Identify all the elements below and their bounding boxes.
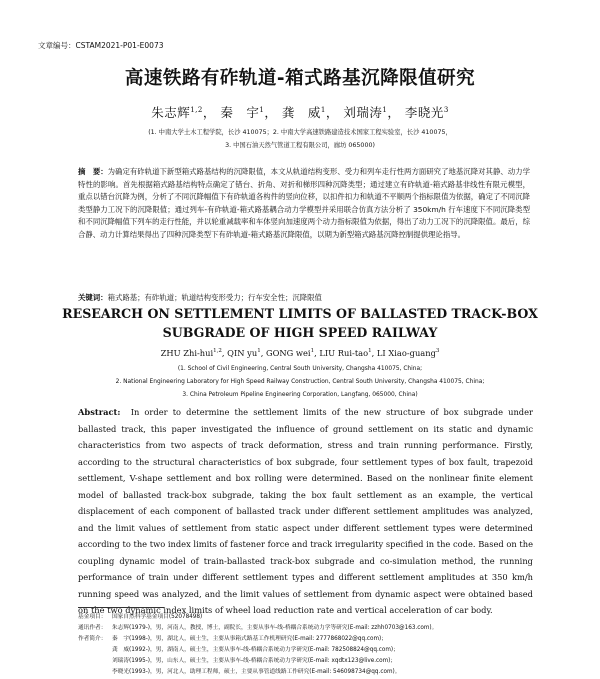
chinese-title: 高速铁路有砟轨道-箱式路基沉降限值研究 bbox=[124, 68, 476, 89]
english-abstract-label: Abstract: bbox=[78, 407, 121, 417]
chinese-keywords-text: 箱式路基；有砟轨道；轨道结构变形受力；行车安全性；沉降限值 bbox=[107, 293, 322, 302]
footnote-text: 朱志辉(1979-)，男，河南人，教授，博士，副院长，主要从事车-线-桥耦合系统动力学等研究(E-mail: zzhh0703@163.com)。 bbox=[112, 625, 438, 631]
author-affil-sup: 1 bbox=[257, 348, 261, 355]
footnote-rule bbox=[78, 607, 164, 608]
author-name: 李晓光 bbox=[404, 105, 444, 120]
author-name: 龚 威 bbox=[281, 105, 321, 120]
english-affiliation-line: 3. China Petroleum Pipeline Engineering Corporation, Langfang, 065000, China) bbox=[182, 392, 418, 398]
footnote-text: 龚 威(1992-)，男，湖南人，硕士生，主要从事车-线-桥耦合系统动力学研究(E-mail: 782508824@qq.com)； bbox=[112, 647, 399, 653]
author-affil-sup: 1 bbox=[368, 348, 372, 355]
english-abstract-text: In order to determine the settlement limits of the new structure of box subgrade under ballasted track, this paper investigated the influence of ground settlement on its static and dynamic characteristics from two aspects of track deformation, stress and train running performance. Firstly, according to the structural characteristics of box subgrade, four settlement types of box fault, trapezoid settlement, V-shape settlement and box rolling were determined. Based on the nonlinear finite element model of ballasted track-box subgrade, taking the box fault settlement as an example, the vertical displacement of each component of ballasted track under different settlement amplitudes was analyzed, and the limit values of settlement from static aspect under different settlement types were determined according to the two index limits of fastener force and track irregularity specified in the code. Based on the coupling dynamic model of train-ballasted track-box subgrade and co-simulation method, the running performance of train under different settlement types and different settlement amplitudes at 350 km/h running speed was analyzed, and the limit values of settlement from dynamic aspect were obtained based on the two dynamic index limits of wheel load reduction rate and vertical acceleration of car body. bbox=[78, 407, 533, 615]
footnote-line bbox=[78, 655, 396, 664]
footnote-text: 国家自然科学基金项目(52078498) bbox=[112, 614, 203, 620]
author-affil-sup: 3 bbox=[443, 105, 449, 114]
footnote-label: 通讯作者： bbox=[78, 625, 107, 631]
chinese-affiliation-line: (1. 中南大学土木工程学院，长沙 410075；2. 中南大学高速铁路建造技术国家工程实验室，长沙 410075， bbox=[148, 129, 452, 136]
author-name: LI Xiao-guang bbox=[376, 348, 436, 358]
author-affil-sup: 1 bbox=[310, 348, 315, 355]
chinese-keywords bbox=[78, 292, 530, 303]
author-separator: ， bbox=[264, 105, 278, 120]
footnote-line bbox=[78, 622, 437, 631]
footnote-label: 作者简介： bbox=[78, 636, 107, 642]
author-name: 朱志辉 bbox=[151, 105, 191, 120]
footnote-line bbox=[78, 666, 400, 675]
chinese-abstract-text: 为确定有砟轨道下新型箱式路基结构的沉降限值，本文从轨道结构变形、受力和列车走行性两方面研究了地基沉降对其静、动力学特性的影响。首先根据箱式路基结构特点确定了错台、折角、对折和梯形四种沉降类型；通过建立有砟轨道-箱式路基非线性有限元模型，重点以错台沉降为例，分析了不同沉降幅值下有砟轨道各构件的竖向位移，以扣件扣力和轨道不平顺两个指标限值为依据，确定了不同沉降类型静力工况下的沉降限值；通过列车-有砟轨道-箱式路基耦合动力学模型并采用联合仿真方法分析了 350km/h 行车速度下不同沉降类型和不同沉降幅值下列车的走行性能，并以轮重减载率和车体竖向加速度两个动力指标限值为依据，得出了动力工况下的沉降限值。最后，综合静、动力计算结果得出了四种沉降类型下有砟轨道-箱式路基沉降限值，以期为新型箱式路基沉降控制提供理论指导。 bbox=[78, 167, 530, 239]
author-name: 秦 宇 bbox=[220, 105, 260, 120]
english-abstract bbox=[78, 404, 533, 619]
author-affil-sup: 1 bbox=[320, 105, 326, 114]
author-name: 刘瑞涛 bbox=[343, 105, 383, 120]
author-name: LIU Rui-tao bbox=[319, 348, 369, 358]
english-title bbox=[0, 305, 600, 342]
author-affil-sup: 1,2 bbox=[190, 105, 203, 114]
author-affil-sup: 1 bbox=[259, 105, 265, 114]
footnote-line bbox=[78, 633, 387, 642]
footnote-line bbox=[78, 644, 399, 653]
english-title-line: RESEARCH ON SETTLEMENT LIMITS OF BALLASTED TRACK-BOX bbox=[62, 306, 538, 321]
author-name: QIN yu bbox=[227, 348, 258, 358]
english-title-line: SUBGRADE OF HIGH SPEED RAILWAY bbox=[162, 324, 438, 340]
footnote-label: 基金项目： bbox=[78, 614, 107, 620]
chinese-abstract-label: 摘 要： bbox=[78, 167, 108, 176]
english-affiliation-line: (1. School of Civil Engineering, Central South University, Changsha 410075, China; bbox=[177, 366, 423, 372]
footnote-text: 秦 宇(1998-)，男，湖北人，硕士生，主要从事箱式路基工作机理研究(E-mail: 2777868022@qq.com)； bbox=[112, 636, 387, 642]
footnote-line bbox=[78, 611, 202, 620]
english-affiliation-line: 2. National Engineering Laboratory for High Speed Railway Construction, Central South University, Changsha 410075, China; bbox=[115, 379, 485, 385]
author-separator: ， bbox=[387, 105, 401, 120]
english-authors: ZHU Zhi-hui$^{1,2}$, QIN $yu^1$, GONG wei$^1$, LIU Rui-tao$^1$, LI Xiao-guang$^3$ bbox=[160, 348, 440, 358]
author-separator: ， bbox=[325, 105, 339, 120]
author-separator: ， bbox=[202, 105, 216, 120]
chinese-affiliation-line: 3. 中国石油天然气管道工程有限公司，廊坊 065000) bbox=[225, 142, 375, 149]
chinese-authors bbox=[0, 103, 600, 121]
author-name: GONG wei bbox=[265, 348, 311, 358]
author-name: ZHU Zhi-hui bbox=[160, 348, 214, 358]
chinese-abstract bbox=[78, 166, 530, 242]
footnote-text: 李晓光(1993-)，男，河北人，助理工程师，硕士，主要从事管道线路工作研究(E-mail: 546098734@qq.com)。 bbox=[112, 669, 401, 675]
article-number: 文章编号：CSTAM2021-P01-E0073 bbox=[38, 41, 164, 50]
author-affil-sup: 3 bbox=[435, 348, 440, 355]
author-affil-sup: 1,2 bbox=[213, 348, 222, 355]
chinese-keywords-label: 关键词： bbox=[78, 293, 108, 302]
footnote-text: 刘瑞涛(1995-)，男，山东人，硕士生，主要从事车-线-桥耦合系统动力学研究(E-mail: xqdtx123@live.com)； bbox=[112, 658, 397, 664]
author-affil-sup: 1 bbox=[382, 105, 388, 114]
